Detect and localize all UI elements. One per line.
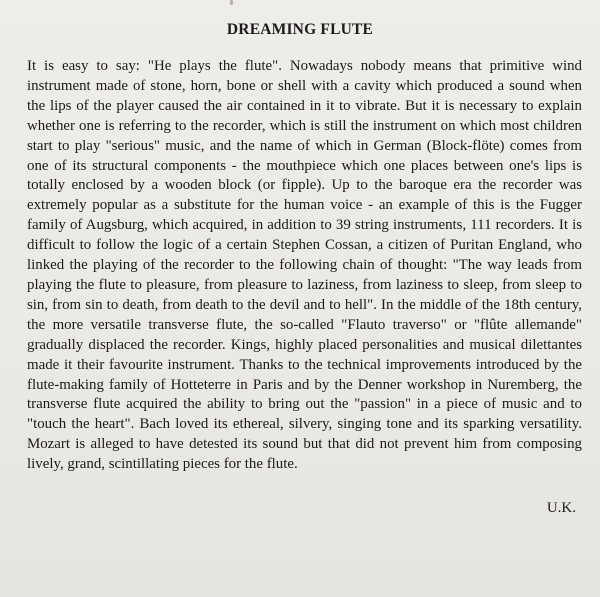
paper-speck <box>230 0 233 5</box>
body-paragraph: It is easy to say: "He plays the flute". Nowadays nobody means that primitive wind instrument made of stone, horn, bone or shell with a cavity which produced a sound when the lips of the player caused the air contained in it to vibrate. But it is necessary to explain whether one is referring to the recorder, which is still the instrument on which most children start to play "serious" music, and the name of which in German (Block-flöte) comes from one of its structural components - the mouthpiece which one places between one's lips is totally enclosed by a wooden block (or fipple). Up to the baroque era the recorder was extremely popular as a substitute for the human voice - an example of this is the Fugger family of Augsburg, which acquired, in addition to 39 string instruments, 111 recorders. It is difficult to follow the logic of a certain Stephen Cossan, a citizen of Puritan England, who linked the playing of the recorder to the following chain of thought: "The way leads from playing the flute to pleasure, from pleasure to laziness, from laziness to sleep, from sleep to sin, from sin to death, from death to the devil and to hell". In the middle of the 18th century, the more versatile transverse flute, the so-called "Flauto traverso" or "flûte allemande" gradually displaced the recorder. Kings, highly placed personalities and musical dilettantes made it their favourite instrument. Thanks to the technical improvements introduced by the flute-making family of Hotteterre in Paris and by the Denner workshop in Nuremberg, the transverse flute acquired the ability to bring out the "passion" in a piece of music and to "touch the heart". Bach loved its ethereal, silvery, singing tone and its sparking versatility. Mozart is alleged to have detested its sound but that did not prevent him from composing lively, grand, scintillating pieces for the flute. <box>27 58 582 473</box>
page-title: DREAMING FLUTE <box>226 21 374 38</box>
author-initials: U.K. <box>546 500 576 516</box>
